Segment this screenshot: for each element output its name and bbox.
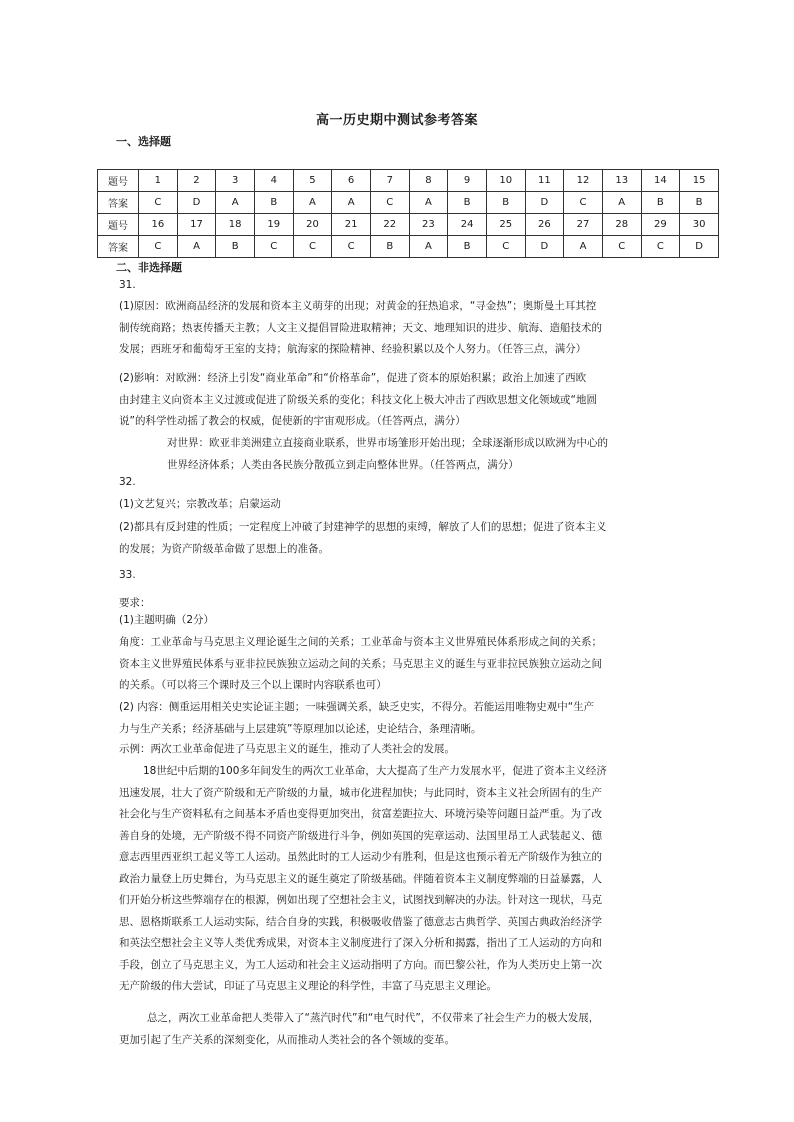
table-cell: B [680, 192, 719, 214]
table-cell: A [293, 192, 332, 214]
table-cell: D [525, 236, 564, 258]
text-line: 的发展；为资产阶级革命做了思想上的准备。 [119, 542, 329, 555]
q31-part1 [119, 296, 679, 361]
table-cell: C [370, 192, 409, 214]
table-cell: B [370, 236, 409, 258]
table-cell: A [177, 236, 216, 258]
text-line: 角度：工业革命与马克思主义理论诞生之间的关系；工业革命与资本主义世界殖民体系形成之间的关系； [119, 636, 602, 648]
text-line: 由封建主义向资本主义过渡或促进了阶级关系的变化；科技文化上极大冲击了西欧思想文化领域或“地圆 [119, 393, 597, 406]
text-line: 对世界：欧亚非美洲建立直接商业联系，世界市场雏形开始出现；全球逐渐形成以欧洲为中心的 [167, 437, 608, 449]
text-line: (2)都具有反封建的性质；一定程度上冲破了封建神学的思想的束缚，解放了人们的思想；促进了资本主义 [119, 521, 607, 533]
table-cell: 27 [564, 214, 603, 236]
text-line: 总之，两次工业革命把人类带入了“蒸汽时代”和“电气时代”，不仅带来了社会生产力的极大发展， [147, 1012, 600, 1024]
table-cell: B [216, 236, 255, 258]
table-cell: 30 [680, 214, 719, 236]
row-label: 答案 [98, 236, 139, 258]
page-title: 高一历史期中测试参考答案 [315, 113, 478, 128]
row-label: 题号 [98, 214, 139, 236]
text-line: 的关系。（可以将三个课时及三个以上课时内容联系也可） [119, 679, 387, 691]
table-cell: C [254, 236, 293, 258]
table-cell: C [486, 236, 525, 258]
text-line: (1)文艺复兴；宗教改革；启蒙运动 [119, 498, 281, 510]
table-cell: 19 [254, 214, 293, 236]
table-cell: C [564, 192, 603, 214]
table-cell: 9 [448, 170, 487, 192]
text-line: 和英法空想社会主义等人类优秀成果，对资本主义制度进行了深入分析和揭露，指出了工人运动的方向和 [119, 937, 602, 949]
text-line: 政治力量登上历史舞台，为马克思主义的诞生奠定了阶级基础。伴随着资本主义制度弊端的日益暴露，人 [119, 872, 602, 885]
text-line: 善自身的处境，无产阶级不得不同资产阶级进行斗争，例如英国的宪章运动、法国里昂工人武装起义、德 [119, 829, 602, 842]
answer-table [97, 169, 719, 258]
text-line: (2)影响：对欧洲：经济上引发“商业革命”和“价格革命”，促进了资本的原始积累；政治上加速了西欧 [119, 372, 587, 384]
q33-requirement-label: 要求： [119, 597, 151, 609]
text-line: 更加引起了生产关系的深刻变化，从而推动人类社会的各个领域的变革。 [119, 1033, 455, 1046]
table-cell: 4 [254, 170, 293, 192]
table-cell: C [641, 236, 680, 258]
table-cell: 22 [370, 214, 409, 236]
table-cell: 10 [486, 170, 525, 192]
q31-part3 [119, 433, 679, 476]
table-cell: B [486, 192, 525, 214]
table-cell: A [564, 236, 603, 258]
table-cell: B [448, 192, 487, 214]
table-cell: C [602, 236, 641, 258]
table-cell: 23 [409, 214, 448, 236]
table-cell: 2 [177, 170, 216, 192]
table-cell: 21 [332, 214, 371, 236]
q33-content [119, 697, 679, 740]
text-line: 手段，创立了马克思主义，为工人运动和社会主义运动指明了方向。而巴黎公社，作为人类历史上第一次 [119, 958, 602, 971]
text-line: 发展；西班牙和葡萄牙王室的支持；航海家的探险精神、经验积累以及个人努力。（任答三点，满分） [119, 343, 587, 355]
table-cell: A [409, 236, 448, 258]
row-label: 答案 [98, 192, 139, 214]
table-cell: 29 [641, 214, 680, 236]
q33-conclusion [119, 1008, 679, 1051]
table-cell: A [602, 192, 641, 214]
text-line: 力与生产关系；经济基础与上层建筑”等原理加以论述，史论结合，条理清晰。 [119, 722, 482, 735]
text-line: 制传统商路；热衷传播天主教；人文主义提倡冒险进取精神；天文、地理知识的进步、航海、造船技术的 [119, 321, 602, 334]
table-cell: 18 [216, 214, 255, 236]
table-cell: 6 [332, 170, 371, 192]
table-cell: 26 [525, 214, 564, 236]
table-cell: A [409, 192, 448, 214]
text-line: 世界经济体系；人类由各民族分散孤立到走向整体世界。（任答两点，满分） [167, 458, 519, 471]
table-cell: D [525, 192, 564, 214]
q33-example [119, 739, 679, 761]
table-cell: 17 [177, 214, 216, 236]
text-line: 示例：两次工业革命促进了马克思主义的诞生，推动了人类社会的发展。 [119, 743, 455, 755]
table-cell: 7 [370, 170, 409, 192]
q32-part2 [119, 517, 679, 560]
table-cell: 16 [139, 214, 178, 236]
table-cell: 15 [680, 170, 719, 192]
q33-part1 [119, 610, 679, 632]
q32-part1 [119, 494, 679, 516]
text-line: (1)原因：欧洲商品经济的发展和资本主义萌芽的出现；对黄金的狂热追求，“寻金热”；奥斯曼土耳其控 [119, 300, 597, 312]
table-cell: 1 [139, 170, 178, 192]
question-number-32: 32. [119, 476, 136, 488]
text-line: 资本主义世界殖民体系与亚非拉民族独立运动之间的关系；马克思主义的诞生与亚非拉民族独立运动之间 [119, 657, 602, 670]
table-cell: B [254, 192, 293, 214]
text-line: 18世纪中后期的100多年间发生的两次工业革命，大大提高了生产力发展水平，促进了资本主义经济 [143, 765, 607, 777]
text-line: 迅速发展，壮大了资产阶级和无产阶级的力量，城市化进程加快；与此同时，资本主义社会所固有的生产 [119, 786, 602, 799]
table-cell: 28 [602, 214, 641, 236]
text-line: 说”的科学性动摇了教会的权威，促使新的宇宙观形成。（任答两点，满分） [119, 415, 466, 427]
answer-table-row [98, 170, 719, 192]
answer-table-row [98, 214, 719, 236]
table-cell: 13 [602, 170, 641, 192]
table-cell: C [139, 192, 178, 214]
table-cell: C [293, 236, 332, 258]
table-cell: 20 [293, 214, 332, 236]
section-heading-nonchoice: 二、非选择题 [116, 261, 182, 274]
table-cell: B [448, 236, 487, 258]
text-line: 意志西里西亚织工起义等工人运动。虽然此时的工人运动少有胜利，但是这也预示着无产阶级作为独立的 [119, 851, 602, 863]
text-line: 无产阶级的伟大尝试，印证了马克思主义理论的科学性，丰富了马克思主义理论。 [119, 980, 497, 992]
table-cell: 3 [216, 170, 255, 192]
answer-table-row [98, 192, 719, 214]
text-line: 们开始分析这些弊端存在的根源，例如出现了空想社会主义，试图找到解决的办法。针对这一现状，马克 [119, 894, 602, 906]
table-cell: 24 [448, 214, 487, 236]
table-cell: A [216, 192, 255, 214]
text-line: 社会化与生产资料私有之间基本矛盾也变得更加突出，贫富差距拉大、环境污染等问题日益严重。为了改 [119, 808, 602, 820]
table-cell: C [332, 236, 371, 258]
table-cell: C [139, 236, 178, 258]
text-line: (2) 内容：侧重运用相关史实论证主题；一味强调关系，缺乏史实，不得分。若能运用唯物史观中“生产 [119, 701, 595, 713]
table-cell: 8 [409, 170, 448, 192]
question-number-33: 33. [119, 569, 136, 581]
text-line: (1)主题明确（2分） [119, 614, 215, 626]
table-cell: 11 [525, 170, 564, 192]
question-number-31: 31. [119, 279, 136, 291]
answer-table-row [98, 236, 719, 258]
table-cell: 14 [641, 170, 680, 192]
q31-part2 [119, 368, 679, 433]
section-heading-choice: 一、选择题 [116, 135, 171, 148]
text-line: 思、恩格斯联系工人运动实际，结合自身的实践，积极吸收借鉴了德意志古典哲学、英国古典政治经济学 [119, 915, 602, 928]
table-cell: 12 [564, 170, 603, 192]
row-label: 题号 [98, 170, 139, 192]
q33-essay [119, 761, 679, 998]
table-cell: A [332, 192, 371, 214]
table-cell: 5 [293, 170, 332, 192]
table-cell: D [177, 192, 216, 214]
table-cell: D [680, 236, 719, 258]
table-cell: B [641, 192, 680, 214]
table-cell: 25 [486, 214, 525, 236]
q33-angle [119, 632, 679, 697]
